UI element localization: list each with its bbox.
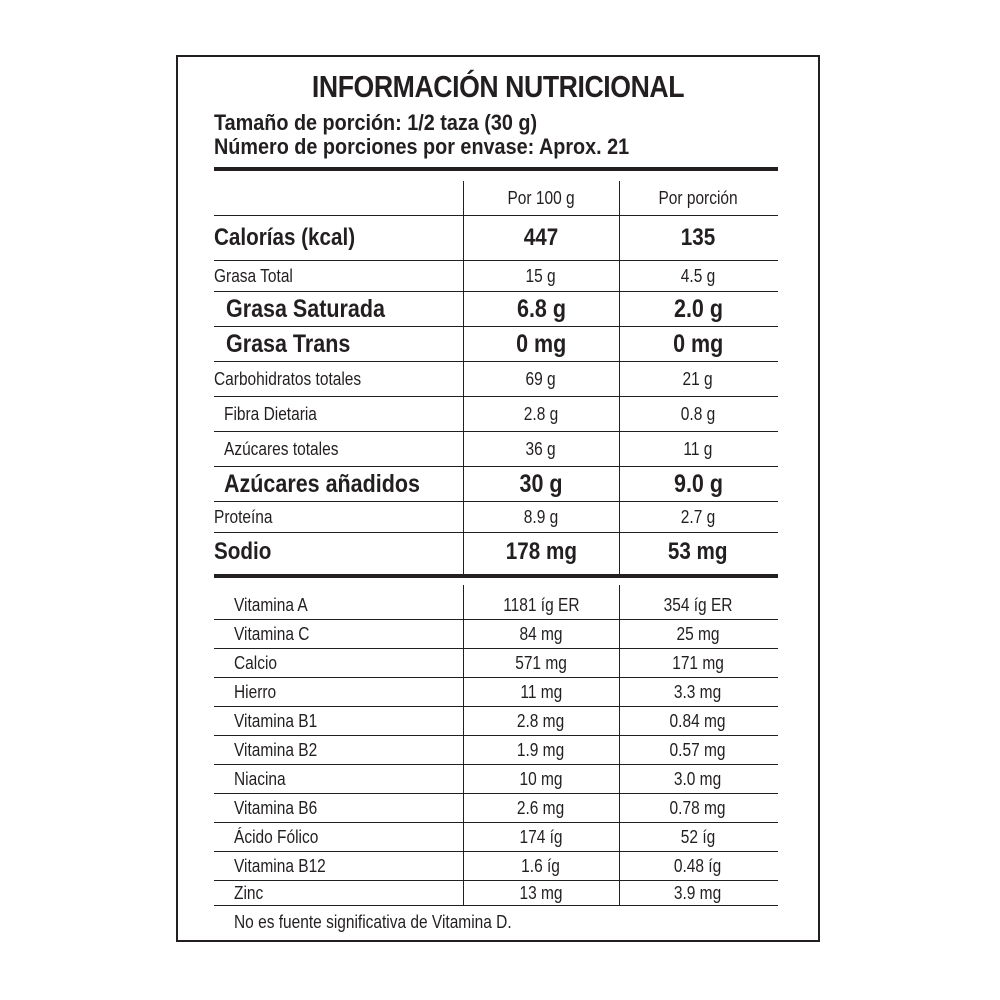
row-value-per-100g: 8.9 g xyxy=(523,506,559,527)
row-value-per-serving: 0.8 g xyxy=(680,403,716,424)
row-value-per-100g: 69 g xyxy=(525,368,557,389)
servings-per-container: Número de porciones por envase: Aprox. 21 xyxy=(214,134,630,159)
row-value-per-serving: 53 mg xyxy=(668,538,728,565)
vitamin-value-per-serving: 0.84 mg xyxy=(670,710,726,731)
vitamin-value-per-100g: 1.9 mg xyxy=(517,739,565,760)
vitamin-value-per-100g: 11 mg xyxy=(520,681,562,702)
row-value-per-serving: 4.5 g xyxy=(680,265,716,286)
thick-divider-top xyxy=(214,167,778,171)
row-divider xyxy=(214,905,778,906)
row-value-per-100g: 2.8 g xyxy=(523,403,559,424)
vitamin-value-per-serving: 171 mg xyxy=(672,652,724,673)
vitamin-label: Vitamina A xyxy=(234,594,308,615)
row-label: Grasa Total xyxy=(214,265,293,286)
vitamin-label: Ácido Fólico xyxy=(234,826,319,847)
row-label: Calorías (kcal) xyxy=(214,224,356,251)
row-value-per-100g: 15 g xyxy=(525,265,557,286)
row-value-per-serving: 2.0 g xyxy=(673,294,723,323)
row-value-per-100g: 30 g xyxy=(519,469,563,498)
vitamin-value-per-serving: 52 íg xyxy=(680,826,716,847)
row-value-per-100g: 36 g xyxy=(525,438,557,459)
vitamin-value-per-serving: 3.3 mg xyxy=(674,681,722,702)
vitamin-label: Vitamina B2 xyxy=(234,739,318,760)
row-value-per-serving: 11 g xyxy=(683,438,713,459)
header-per-100g: Por 100 g xyxy=(507,187,575,208)
label-title: INFORMACIÓN NUTRICIONAL xyxy=(311,69,685,104)
vitamin-value-per-100g: 2.8 mg xyxy=(517,710,565,731)
row-value-per-serving: 2.7 g xyxy=(680,506,716,527)
vitamin-value-per-100g: 174 íg xyxy=(519,826,563,847)
vitamin-value-per-100g: 1181 íg ER xyxy=(502,594,580,615)
row-label: Grasa Saturada xyxy=(226,294,385,323)
vitamin-value-per-100g: 2.6 mg xyxy=(517,797,565,818)
row-value-per-100g: 178 mg xyxy=(505,538,577,565)
row-value-per-100g: 447 xyxy=(523,224,559,251)
vitamin-value-per-serving: 0.78 mg xyxy=(670,797,726,818)
vitamin-label: Hierro xyxy=(234,681,277,702)
vitamin-value-per-100g: 84 mg xyxy=(519,623,563,644)
row-label: Fibra Dietaria xyxy=(224,403,317,424)
vitamin-value-per-100g: 571 mg xyxy=(515,652,567,673)
vitamin-label: Vitamina C xyxy=(234,623,310,644)
header-per-serving: Por porción xyxy=(658,187,738,208)
thick-divider-vitamins xyxy=(214,574,778,578)
row-value-per-serving: 9.0 g xyxy=(673,469,723,498)
row-value-per-serving: 135 xyxy=(680,224,716,251)
vitamin-value-per-serving: 3.9 mg xyxy=(674,882,722,903)
vitamin-value-per-100g: 1.6 íg xyxy=(521,855,561,876)
vitamin-label: Zinc xyxy=(234,882,264,903)
row-value-per-serving: 0 mg xyxy=(672,329,724,358)
row-label: Azúcares añadidos xyxy=(224,469,420,498)
vitamin-value-per-serving: 0.57 mg xyxy=(670,739,726,760)
row-value-per-serving: 21 g xyxy=(682,368,714,389)
row-label: Sodio xyxy=(214,538,272,565)
vitamin-value-per-serving: 0.48 íg xyxy=(674,855,722,876)
footnote: No es fuente significativa de Vitamina D. xyxy=(234,912,512,932)
row-label: Proteína xyxy=(214,506,273,527)
vitamin-label: Vitamina B1 xyxy=(234,710,318,731)
nutrition-label xyxy=(176,55,820,942)
row-value-per-100g: 0 mg xyxy=(515,329,567,358)
vitamin-value-per-serving: 354 íg ER xyxy=(663,594,733,615)
vitamin-label: Niacina xyxy=(234,768,286,789)
vitamin-label: Vitamina B12 xyxy=(234,855,326,876)
vitamin-label: Vitamina B6 xyxy=(234,797,318,818)
row-label: Azúcares totales xyxy=(224,438,339,459)
vitamin-value-per-serving: 3.0 mg xyxy=(674,768,722,789)
vitamin-value-per-serving: 25 mg xyxy=(676,623,720,644)
row-label: Grasa Trans xyxy=(226,329,351,358)
row-label: Carbohidratos totales xyxy=(214,368,362,389)
vitamin-value-per-100g: 13 mg xyxy=(519,882,563,903)
row-value-per-100g: 6.8 g xyxy=(516,294,566,323)
vitamin-value-per-100g: 10 mg xyxy=(519,768,563,789)
vitamin-label: Calcio xyxy=(234,652,278,673)
serving-size: Tamaño de porción: 1/2 taza (30 g) xyxy=(214,110,538,135)
